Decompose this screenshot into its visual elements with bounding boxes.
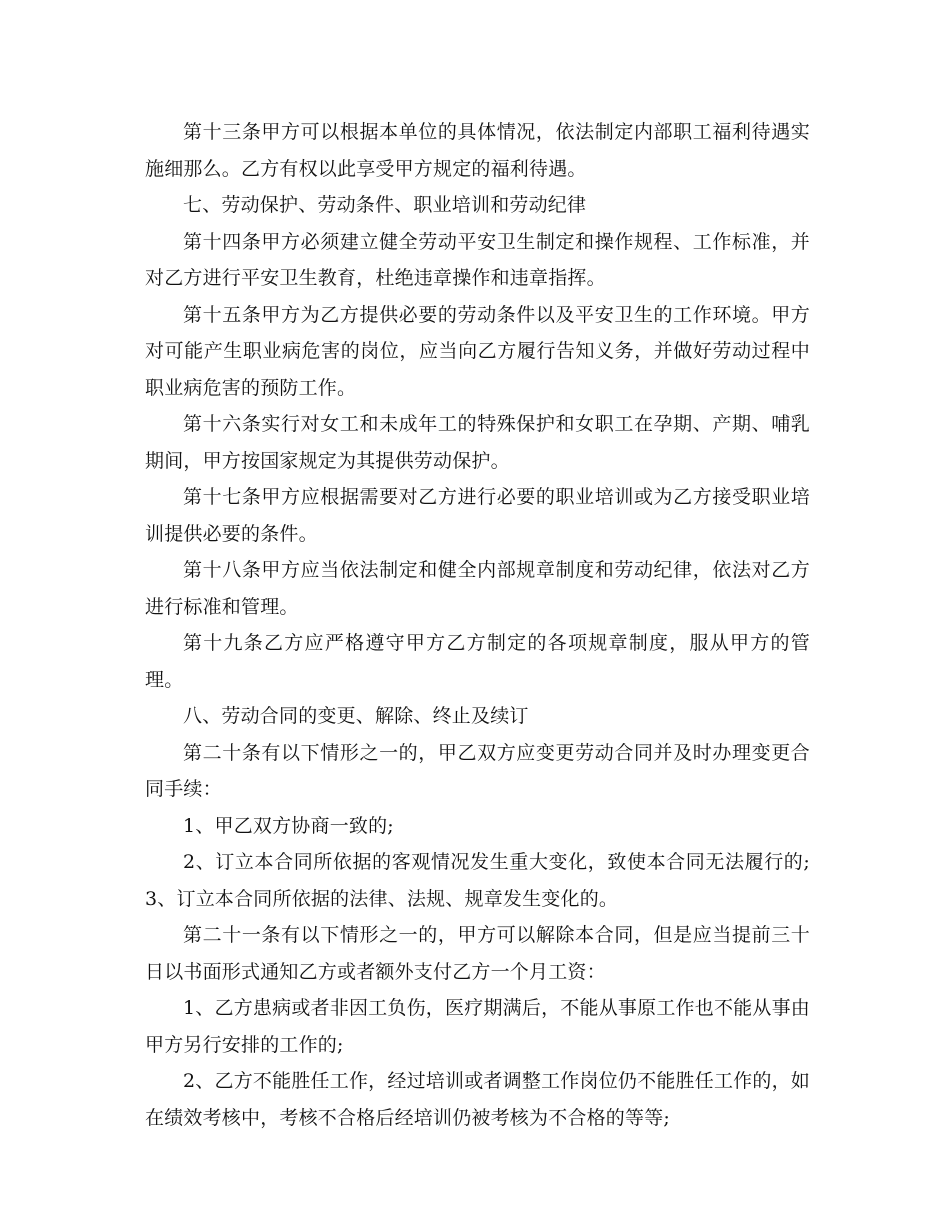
paragraph-article-14: 第十四条甲方必须建立健全劳动平安卫生制定和操作规程、工作标准，并对乙方进行平安卫生教育，杜绝违章操作和违章指挥。 [145, 230, 810, 289]
list-item-21-1: 1、乙方患病或者非因工负伤，医疗期满后，不能从事原工作也不能从事由甲方另行安排的工作的; [145, 997, 810, 1056]
list-item-20-1: 1、甲乙双方协商一致的; [183, 814, 394, 837]
paragraph-article-21: 第二十一条有以下情形之一的，甲方可以解除本合同，但是应当提前三十日以书面形式通知乙方或者额外支付乙方一个月工资： [145, 924, 810, 983]
section-heading-8: 八、劳动合同的变更、解除、终止及续订 [183, 705, 529, 727]
document-body [145, 114, 810, 1136]
paragraph-article-18: 第十八条甲方应当依法制定和健全内部规章制度和劳动纪律，依法对乙方进行标准和管理。 [145, 559, 810, 618]
paragraph-article-13: 第十三条甲方可以根据本单位的具体情况，依法制定内部职工福利待遇实施细那么。乙方有权以此享受甲方规定的福利待遇。 [145, 121, 810, 180]
list-item-20-2: 2、订立本合同所依据的客观情况发生重大变化，致使本合同无法履行的;3、订立本合同所依据的法律、法规、规章发生变化的。 [145, 851, 810, 910]
paragraph-article-16: 第十六条实行对女工和未成年工的特殊保护和女职工在孕期、产期、哺乳期间，甲方按国家规定为其提供劳动保护。 [145, 413, 810, 472]
paragraph-article-20: 第二十条有以下情形之一的，甲乙双方应变更劳动合同并及时办理变更合同手续： [145, 741, 810, 800]
paragraph-article-15: 第十五条甲方为乙方提供必要的劳动条件以及平安卫生的工作环境。甲方对可能产生职业病危害的岗位，应当向乙方履行告知义务，并做好劳动过程中职业病危害的预防工作。 [145, 303, 810, 399]
paragraph-article-19: 第十九条乙方应严格遵守甲方乙方制定的各项规章制度，服从甲方的管理。 [145, 632, 810, 691]
list-item-21-2: 2、乙方不能胜任工作，经过培训或者调整工作岗位仍不能胜任工作的，如在绩效考核中，考核不合格后经培训仍被考核为不合格的等等; [145, 1070, 810, 1129]
paragraph-article-17: 第十七条甲方应根据需要对乙方进行必要的职业培训或为乙方接受职业培训提供必要的条件。 [145, 486, 810, 545]
section-heading-7: 七、劳动保护、劳动条件、职业培训和劳动纪律 [183, 194, 587, 216]
